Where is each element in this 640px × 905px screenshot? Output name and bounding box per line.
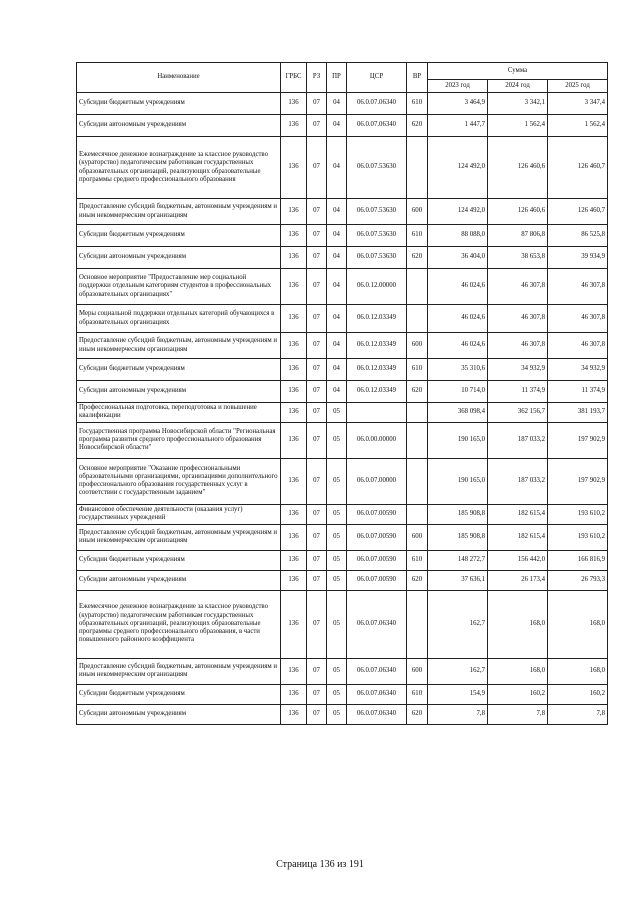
row-rz: 07 <box>307 684 327 704</box>
row-vr: 620 <box>407 381 428 403</box>
header-rz: РЗ <box>307 63 327 93</box>
row-sum-2024: 187 033,2 <box>488 422 548 458</box>
row-vr <box>407 269 428 305</box>
row-name: Основное мероприятие "Предоставление мер социальной поддержки отдельным категориям студентов в профессиональных образовательных организациях" <box>77 269 281 305</box>
row-rz: 07 <box>307 137 327 199</box>
row-grbs: 136 <box>281 225 307 247</box>
row-grbs: 136 <box>281 403 307 423</box>
row-csr: 06.0.07.53630 <box>347 199 407 225</box>
row-name: Государственная программа Новосибирской области "Региональная программа развития среднего профессионального образования Новосибирской области" <box>77 422 281 458</box>
row-name: Предоставление субсидий бюджетным, автономным учреждениям и иным некоммерческим организациям <box>77 658 281 684</box>
row-csr: 06.0.07.06340 <box>347 93 407 115</box>
row-vr: 620 <box>407 247 428 269</box>
row-sum-2024: 87 806,8 <box>488 225 548 247</box>
row-name: Основное мероприятие "Оказание профессиональными образовательными организациями, организациями дополнительного профессионального образования государственных услуг в соответствии с государственным заданием" <box>77 458 281 504</box>
table-row <box>77 504 608 524</box>
row-sum-2023: 185 908,8 <box>428 504 488 524</box>
row-grbs: 136 <box>281 199 307 225</box>
row-csr: 06.0.12.03349 <box>347 359 407 381</box>
table-row <box>77 422 608 458</box>
row-sum-2024: 11 374,9 <box>488 381 548 403</box>
header-year-2025: 2025 год <box>548 80 608 93</box>
row-pr: 04 <box>327 359 347 381</box>
table-row <box>77 93 608 115</box>
row-csr: 06.0.07.06340 <box>347 704 407 724</box>
row-sum-2024: 126 460,6 <box>488 137 548 199</box>
row-pr: 04 <box>327 305 347 333</box>
row-grbs: 136 <box>281 422 307 458</box>
row-rz: 07 <box>307 550 327 570</box>
row-name: Субсидии автономным учреждениям <box>77 115 281 137</box>
table-row <box>77 403 608 423</box>
row-name: Меры социальной поддержки отдельных категорий обучающихся в образовательных организациях <box>77 305 281 333</box>
row-name: Субсидии бюджетным учреждениям <box>77 684 281 704</box>
row-rz: 07 <box>307 199 327 225</box>
row-sum-2023: 190 165,0 <box>428 458 488 504</box>
table-row <box>77 704 608 724</box>
row-rz: 07 <box>307 570 327 590</box>
row-vr: 600 <box>407 333 428 359</box>
row-name: Субсидии бюджетным учреждениям <box>77 225 281 247</box>
row-name: Ежемесячное денежное вознаграждение за классное руководство (кураторство) педагогическим работникам государственных образовательных организаций, реализующих образовательные программы среднего профессионального образования <box>77 137 281 199</box>
row-csr: 06.0.07.00590 <box>347 504 407 524</box>
row-grbs: 136 <box>281 684 307 704</box>
table-row <box>77 305 608 333</box>
row-sum-2023: 35 310,6 <box>428 359 488 381</box>
row-name: Субсидии автономным учреждениям <box>77 381 281 403</box>
row-grbs: 136 <box>281 247 307 269</box>
row-sum-2025: 160,2 <box>548 684 608 704</box>
row-rz: 07 <box>307 225 327 247</box>
row-sum-2024: 34 932,9 <box>488 359 548 381</box>
row-sum-2025: 46 307,8 <box>548 269 608 305</box>
row-sum-2025: 381 193,7 <box>548 403 608 423</box>
row-name: Предоставление субсидий бюджетным, автономным учреждениям и иным некоммерческим организациям <box>77 333 281 359</box>
row-name: Субсидии бюджетным учреждениям <box>77 550 281 570</box>
row-sum-2023: 162,7 <box>428 590 488 658</box>
row-sum-2024: 168,0 <box>488 590 548 658</box>
row-sum-2025: 46 307,8 <box>548 305 608 333</box>
table-row <box>77 333 608 359</box>
row-pr: 04 <box>327 199 347 225</box>
row-sum-2024: 182 615,4 <box>488 524 548 550</box>
row-sum-2023: 162,7 <box>428 658 488 684</box>
row-name: Ежемесячное денежное вознаграждение за классное руководство (кураторство) педагогическим работникам государственных образовательных организаций, реализующих образовательные программы среднего профессионального образования, в части повышенного районного коэффициента <box>77 590 281 658</box>
row-sum-2025: 193 610,2 <box>548 524 608 550</box>
page-number: Страница 136 из 191 <box>276 859 364 870</box>
row-vr: 610 <box>407 684 428 704</box>
row-pr: 04 <box>327 333 347 359</box>
row-csr: 06.0.00.00000 <box>347 422 407 458</box>
row-sum-2023: 154,9 <box>428 684 488 704</box>
row-grbs: 136 <box>281 658 307 684</box>
row-pr: 05 <box>327 403 347 423</box>
row-grbs: 136 <box>281 269 307 305</box>
row-pr: 04 <box>327 247 347 269</box>
row-csr: 06.0.07.06340 <box>347 590 407 658</box>
header-name: Наименование <box>77 63 281 93</box>
row-rz: 07 <box>307 115 327 137</box>
row-csr: 06.0.07.06340 <box>347 658 407 684</box>
row-csr: 06.0.07.00590 <box>347 550 407 570</box>
row-sum-2025: 46 307,8 <box>548 333 608 359</box>
row-sum-2023: 124 492,0 <box>428 199 488 225</box>
row-name: Субсидии бюджетным учреждениям <box>77 359 281 381</box>
row-sum-2025: 193 610,2 <box>548 504 608 524</box>
row-vr: 610 <box>407 550 428 570</box>
row-name: Предоставление субсидий бюджетным, автономным учреждениям и иным некоммерческим организациям <box>77 524 281 550</box>
row-vr <box>407 422 428 458</box>
budget-table <box>76 62 608 725</box>
header-pr: ПР <box>327 63 347 93</box>
row-sum-2025: 7,8 <box>548 704 608 724</box>
row-vr: 600 <box>407 199 428 225</box>
table-row <box>77 225 608 247</box>
header-csr: ЦСР <box>347 63 407 93</box>
header-sum: Сумма <box>428 63 608 80</box>
row-grbs: 136 <box>281 524 307 550</box>
row-sum-2024: 46 307,8 <box>488 305 548 333</box>
row-pr: 04 <box>327 269 347 305</box>
row-sum-2024: 46 307,8 <box>488 269 548 305</box>
row-rz: 07 <box>307 269 327 305</box>
table-row <box>77 381 608 403</box>
row-rz: 07 <box>307 305 327 333</box>
row-csr: 06.0.12.03349 <box>347 305 407 333</box>
row-rz: 07 <box>307 247 327 269</box>
row-sum-2024: 187 033,2 <box>488 458 548 504</box>
row-sum-2024: 126 460,6 <box>488 199 548 225</box>
row-sum-2023: 46 024,6 <box>428 333 488 359</box>
row-csr: 06.0.07.53630 <box>347 225 407 247</box>
row-sum-2025: 39 934,9 <box>548 247 608 269</box>
row-pr: 05 <box>327 590 347 658</box>
row-sum-2025: 34 932,9 <box>548 359 608 381</box>
row-grbs: 136 <box>281 458 307 504</box>
row-pr: 04 <box>327 115 347 137</box>
row-sum-2023: 10 714,0 <box>428 381 488 403</box>
row-sum-2024: 26 173,4 <box>488 570 548 590</box>
row-sum-2024: 1 562,4 <box>488 115 548 137</box>
row-name: Предоставление субсидий бюджетным, автономным учреждениям и иным некоммерческим организациям <box>77 199 281 225</box>
row-pr: 04 <box>327 93 347 115</box>
row-rz: 07 <box>307 359 327 381</box>
table-row <box>77 658 608 684</box>
table-row <box>77 570 608 590</box>
row-sum-2025: 197 902,9 <box>548 458 608 504</box>
row-name: Субсидии автономным учреждениям <box>77 704 281 724</box>
row-grbs: 136 <box>281 550 307 570</box>
row-sum-2023: 88 088,0 <box>428 225 488 247</box>
row-vr: 600 <box>407 658 428 684</box>
row-rz: 07 <box>307 333 327 359</box>
row-csr: 06.0.07.06340 <box>347 115 407 137</box>
row-grbs: 136 <box>281 590 307 658</box>
row-sum-2024: 182 615,4 <box>488 504 548 524</box>
row-sum-2023: 3 464,9 <box>428 93 488 115</box>
row-sum-2025: 168,0 <box>548 590 608 658</box>
row-csr <box>347 403 407 423</box>
row-grbs: 136 <box>281 704 307 724</box>
row-sum-2024: 38 653,8 <box>488 247 548 269</box>
row-grbs: 136 <box>281 305 307 333</box>
row-pr: 05 <box>327 504 347 524</box>
row-pr: 05 <box>327 570 347 590</box>
row-sum-2025: 86 525,8 <box>548 225 608 247</box>
row-sum-2025: 168,0 <box>548 658 608 684</box>
row-grbs: 136 <box>281 359 307 381</box>
table-row <box>77 458 608 504</box>
table-header <box>77 63 608 93</box>
table-row <box>77 550 608 570</box>
table-row <box>77 359 608 381</box>
row-sum-2025: 197 902,9 <box>548 422 608 458</box>
row-pr: 04 <box>327 225 347 247</box>
header-vr: ВР <box>407 63 428 93</box>
row-grbs: 136 <box>281 504 307 524</box>
table-row <box>77 590 608 658</box>
table-row <box>77 137 608 199</box>
row-csr: 06.0.12.03349 <box>347 333 407 359</box>
row-rz: 07 <box>307 590 327 658</box>
row-name: Финансовое обеспечение деятельности (оказания услуг) государственных учреждений <box>77 504 281 524</box>
row-sum-2023: 368 098,4 <box>428 403 488 423</box>
row-sum-2023: 190 165,0 <box>428 422 488 458</box>
row-sum-2023: 36 404,0 <box>428 247 488 269</box>
row-pr: 05 <box>327 550 347 570</box>
header-year-2023: 2023 год <box>428 80 488 93</box>
row-rz: 07 <box>307 524 327 550</box>
header-grbs: ГРБС <box>281 63 307 93</box>
row-pr: 05 <box>327 458 347 504</box>
row-sum-2025: 3 347,4 <box>548 93 608 115</box>
row-sum-2024: 160,2 <box>488 684 548 704</box>
row-csr: 06.0.12.00000 <box>347 269 407 305</box>
row-grbs: 136 <box>281 570 307 590</box>
table-row <box>77 247 608 269</box>
header-year-2024: 2024 год <box>488 80 548 93</box>
row-sum-2023: 148 272,7 <box>428 550 488 570</box>
row-sum-2023: 185 908,8 <box>428 524 488 550</box>
row-pr: 05 <box>327 658 347 684</box>
row-rz: 07 <box>307 458 327 504</box>
row-vr: 610 <box>407 93 428 115</box>
row-csr: 06.0.07.06340 <box>347 684 407 704</box>
row-sum-2025: 126 460,7 <box>548 199 608 225</box>
row-name: Субсидии автономным учреждениям <box>77 570 281 590</box>
row-grbs: 136 <box>281 115 307 137</box>
row-rz: 07 <box>307 704 327 724</box>
row-pr: 05 <box>327 684 347 704</box>
table-row <box>77 524 608 550</box>
row-vr <box>407 403 428 423</box>
row-name: Субсидии бюджетным учреждениям <box>77 93 281 115</box>
row-rz: 07 <box>307 422 327 458</box>
row-vr <box>407 590 428 658</box>
row-sum-2025: 166 816,9 <box>548 550 608 570</box>
row-csr: 06.0.07.53630 <box>347 137 407 199</box>
row-rz: 07 <box>307 403 327 423</box>
row-pr: 05 <box>327 422 347 458</box>
row-sum-2024: 46 307,8 <box>488 333 548 359</box>
row-sum-2025: 1 562,4 <box>548 115 608 137</box>
row-pr: 04 <box>327 137 347 199</box>
row-sum-2023: 46 024,6 <box>428 305 488 333</box>
row-vr <box>407 137 428 199</box>
row-pr: 04 <box>327 381 347 403</box>
row-csr: 06.0.12.03349 <box>347 381 407 403</box>
row-rz: 07 <box>307 504 327 524</box>
row-sum-2023: 124 492,0 <box>428 137 488 199</box>
row-sum-2024: 362 156,7 <box>488 403 548 423</box>
row-csr: 06.0.07.53630 <box>347 247 407 269</box>
table-row <box>77 199 608 225</box>
row-sum-2024: 168,0 <box>488 658 548 684</box>
row-grbs: 136 <box>281 137 307 199</box>
row-vr <box>407 458 428 504</box>
row-name: Субсидии автономным учреждениям <box>77 247 281 269</box>
table-body <box>77 93 608 725</box>
row-grbs: 136 <box>281 333 307 359</box>
row-sum-2023: 37 636,1 <box>428 570 488 590</box>
row-vr <box>407 305 428 333</box>
row-rz: 07 <box>307 658 327 684</box>
row-pr: 05 <box>327 524 347 550</box>
row-sum-2024: 7,8 <box>488 704 548 724</box>
row-rz: 07 <box>307 381 327 403</box>
row-csr: 06.0.07.00000 <box>347 458 407 504</box>
row-vr: 620 <box>407 704 428 724</box>
row-csr: 06.0.07.00590 <box>347 570 407 590</box>
row-vr: 600 <box>407 524 428 550</box>
row-name: Профессиональная подготовка, переподготовка и повышение квалификации <box>77 403 281 423</box>
row-sum-2023: 1 447,7 <box>428 115 488 137</box>
row-sum-2025: 11 374,9 <box>548 381 608 403</box>
row-grbs: 136 <box>281 93 307 115</box>
row-vr: 620 <box>407 115 428 137</box>
row-sum-2023: 7,8 <box>428 704 488 724</box>
row-pr: 05 <box>327 704 347 724</box>
row-vr <box>407 504 428 524</box>
row-vr: 610 <box>407 225 428 247</box>
row-sum-2025: 26 793,3 <box>548 570 608 590</box>
table-row <box>77 269 608 305</box>
row-sum-2023: 46 024,6 <box>428 269 488 305</box>
row-sum-2024: 156 442,0 <box>488 550 548 570</box>
table-row <box>77 115 608 137</box>
row-rz: 07 <box>307 93 327 115</box>
row-grbs: 136 <box>281 381 307 403</box>
row-csr: 06.0.07.00590 <box>347 524 407 550</box>
row-vr: 620 <box>407 570 428 590</box>
row-sum-2025: 126 460,7 <box>548 137 608 199</box>
row-vr: 610 <box>407 359 428 381</box>
row-sum-2024: 3 342,1 <box>488 93 548 115</box>
table-row <box>77 684 608 704</box>
